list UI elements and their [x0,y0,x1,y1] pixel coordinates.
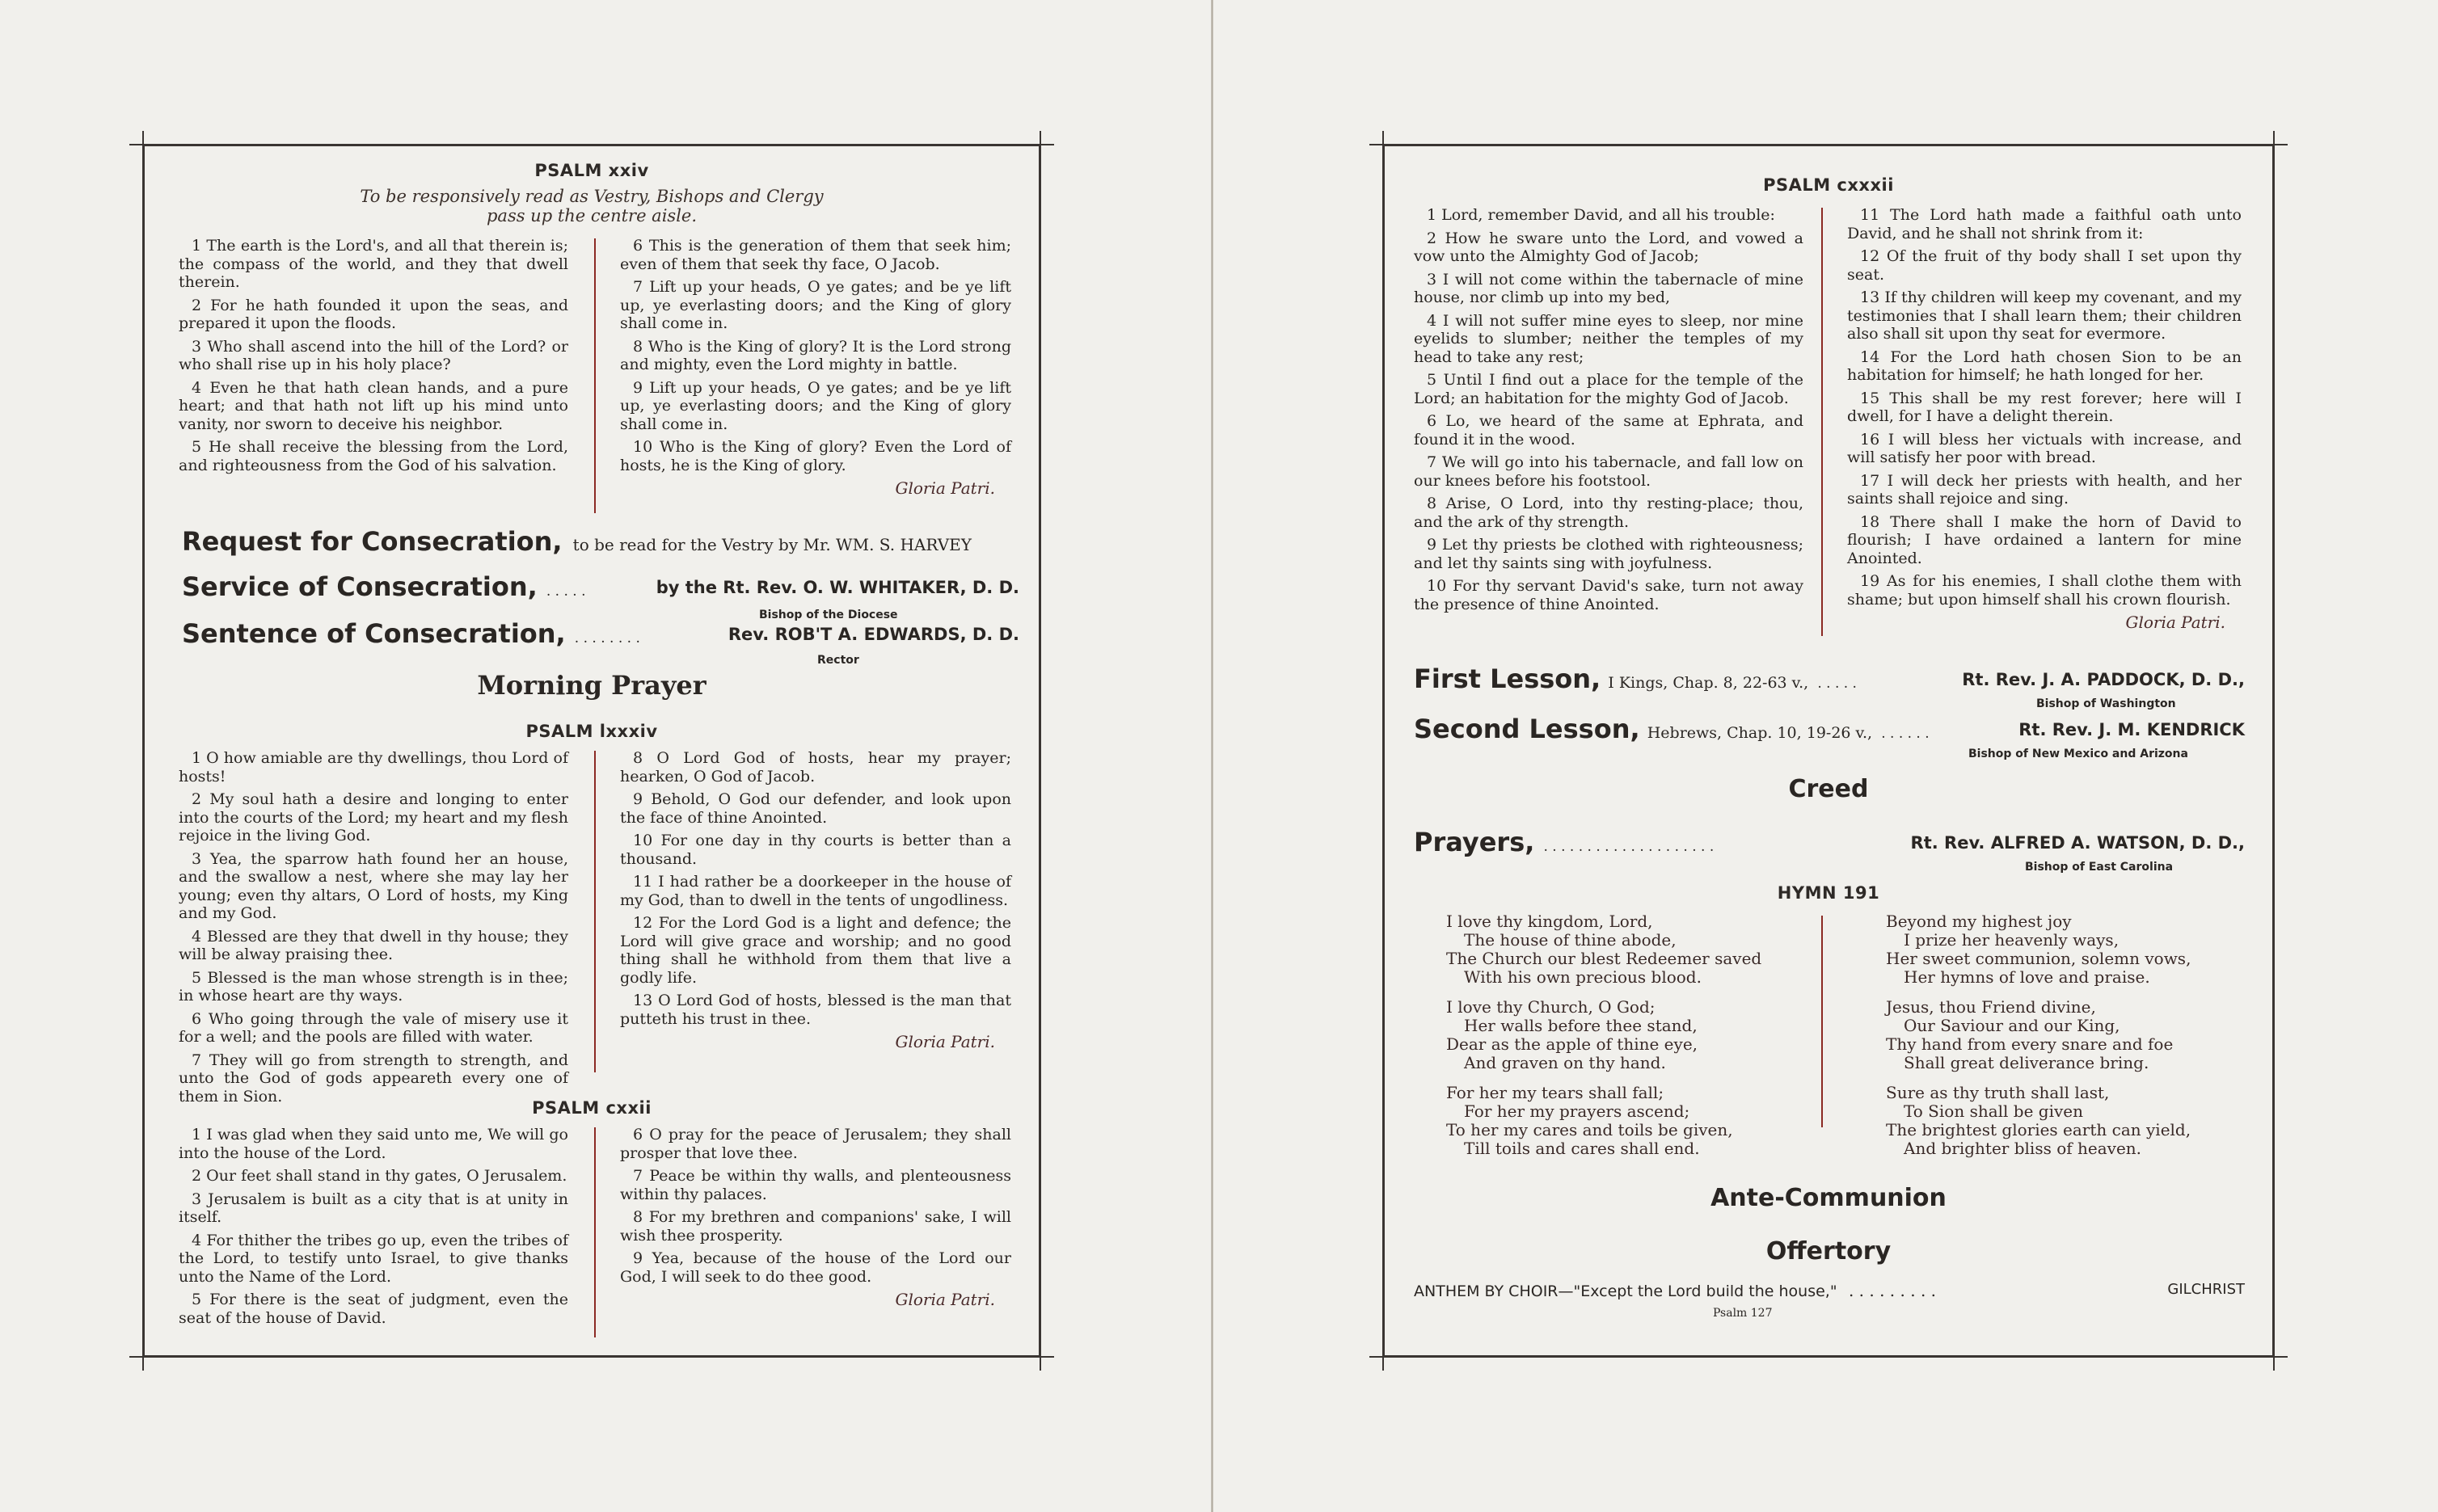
hymn-line: Her walls before thee stand, [1464,1016,1698,1035]
hymn-stanza [1886,998,2242,1072]
verse: 17 I will deck her priests with health, and her saints shall rejoice and sing. [1847,471,2242,508]
offertory-heading: Offertory [1765,1237,1892,1266]
second-lesson-reference: Hebrews, Chap. 10, 19-26 v., [1647,724,1873,742]
verse: 6 O pray for the peace of Jerusalem; they shall prosper that love thee. [620,1126,1011,1162]
hymn-line: I love thy Church, O God; [1446,997,1656,1017]
psalm-24-col1 [179,237,568,479]
verse: 2 How he sware unto the Lord, and vowed a vow unto the Almighty God of Jacob; [1414,229,1803,265]
rubric-line: pass up the centre aisle. [486,206,698,225]
psalm-84-title: PSALM lxxxiv [525,722,658,741]
verse: 4 I will not suffer mine eyes to sleep, nor mine eyelids to slumber; neither the temples of my head to take any rest; [1414,311,1803,366]
verse: 5 Until I find out a place for the temple of the Lord; an habitation for the mighty God of Jacob. [1414,371,1803,407]
hymn-line: For her my prayers ascend; [1464,1101,1690,1121]
prayers-note: Bishop of East Carolina [2025,861,2174,874]
service-of-consecration [182,571,1019,602]
verse: 7 Peace be within thy walls, and plenteousness within thy palaces. [620,1167,1011,1203]
psalm-84-col2 [620,749,1011,1051]
hymn-stanza [1446,1084,1786,1158]
hymn-col1 [1446,912,1786,1169]
anthem-label: ANTHEM BY CHOIR—"Except the Lord build the house," [1414,1282,1837,1300]
verse: 10 Who is the King of glory? Even the Lord of hosts, he is the King of glory. [620,438,1011,474]
prayers-title: Prayers, [1414,827,1535,857]
verse: 11 I had rather be a doorkeeper in the house of my God, than to dwell in the tents of ungodliness. [620,873,1011,909]
second-lesson-reader: Rt. Rev. J. M. KENDRICK [2018,720,2245,739]
anthem-note: Psalm 127 [1713,1307,1773,1320]
service-note: Bishop of the Diocese [759,609,898,621]
hymn-line: I love thy kingdom, Lord, [1446,912,1653,931]
first-lesson-reference: I Kings, Chap. 8, 22-63 v., [1608,674,1809,692]
verse: 13 O Lord God of hosts, blessed is the man that putteth his trust in thee. [620,992,1011,1028]
gloria-patri: Gloria Patri. [895,1032,995,1051]
psalm-24-title: PSALM xxiv [534,161,649,180]
verse: 6 This is the generation of them that seek him; even of them that seek thy face, O Jacob. [620,237,1011,273]
verse: 7 Lift up your heads, O ye gates; and be ye lift up, ye everlasting doors; and the King of glory shall come in. [620,278,1011,332]
hymn-stanza [1886,1084,2242,1158]
verse: 12 Of the fruit of thy body shall I set upon thy seat. [1847,247,2242,284]
verse: 14 For the Lord hath chosen Sion to be an habitation for himself; he hath longed for her. [1847,347,2242,384]
hymn-col2 [1886,912,2242,1169]
verse: 5 For there is the seat of judgment, even the seat of the house of David. [179,1291,568,1327]
hymn-line: Till toils and cares shall end. [1464,1139,1700,1158]
first-lesson-title: First Lesson, [1414,663,1601,694]
verse: 7 We will go into his tabernacle, and fall low on our knees before his footstool. [1414,453,1803,490]
verse: 9 Let thy priests be clothed with righteousness; and let thy saints sing with joyfulness. [1414,536,1803,572]
second-lesson-title: Second Lesson, [1414,714,1640,744]
creed-heading: Creed [1788,775,1869,803]
anthem-line [1414,1281,2245,1300]
verse: 11 The Lord hath made a faithful oath unto David, and he shall not shrink from it: [1847,206,2242,242]
hymn-line: Shall great deliverance bring. [1904,1053,2149,1072]
corner-ornament [1369,131,1397,158]
verse: 8 For my brethren and companions' sake, I will wish thee prosperity. [620,1208,1011,1245]
leader-dots: . . . . . . . . . . . . . . . . . . . . [1543,839,1715,855]
hymn-line: Her hymns of love and praise. [1904,967,2150,987]
verse: 8 Who is the King of glory? It is the Lord strong and mighty, even the Lord mighty in battle. [620,337,1011,373]
verse: 8 Arise, O Lord, into thy resting-place; thou, and the ark of thy strength. [1414,495,1803,531]
column-separator [594,751,596,1072]
verse: 3 Yea, the sparrow hath found her an house, and the swallow a nest, where she may lay her young; even thy altars, O Lord of hosts, my King and my God. [179,849,568,922]
hymn-line: Jesus, thou Friend divine, [1886,997,2096,1017]
hymn-line: The brightest glories earth can yield, [1886,1120,2191,1139]
request-detail: to be read for the Vestry by Mr. WM. S. HARVEY [572,535,972,554]
verse: 2 Our feet shall stand in thy gates, O Jerusalem. [192,1167,567,1185]
verse: 10 For thy servant David's sake, turn not away the presence of thine Anointed. [1414,577,1803,613]
sentence-note: Rector [817,654,859,667]
verse: 3 Jerusalem is built as a city that is at unity in itself. [179,1190,568,1226]
column-separator [1821,208,1823,636]
verse: 1 Lord, remember David, and all his trouble: [1427,206,1775,224]
verse: 3 I will not come within the tabernacle of mine house, nor climb up into my bed, [1414,270,1803,306]
verse: 4 For thither the tribes go up, even the tribes of the Lord, to testify unto Israel, to give thanks unto the Name of the Lord. [179,1231,568,1286]
hymn-line: And graven on thy hand. [1464,1053,1666,1072]
corner-ornament [2260,131,2288,158]
anthem-composer: GILCHRIST [2167,1281,2245,1298]
service-officiant: by the Rt. Rev. O. W. WHITAKER, D. D. [656,578,1019,597]
corner-ornament [1027,1343,1054,1371]
hymn-line: The house of thine abode, [1464,930,1677,950]
corner-ornament [129,1343,157,1371]
verse: 6 Lo, we heard of the same at Ephrata, and found it in the wood. [1414,412,1803,449]
leader-dots: . . . . . . . . [574,630,640,646]
column-separator [594,1127,596,1337]
verse: 19 As for his enemies, I shall clothe them with shame; but upon himself shall his crown flourish. [1847,572,2242,609]
first-lesson [1414,663,2245,694]
verse: 4 Even he that hath clean hands, and a pure heart; and that hath not lift up his mind unto vanity, nor sworn to deceive his neighbor. [179,378,568,433]
corner-ornament [2260,1343,2288,1371]
leader-dots: . . . . . . [1881,726,1930,742]
morning-prayer-heading: Morning Prayer [477,670,707,701]
hymn-line: To Sion shall be given [1904,1101,2083,1121]
request-for-consecration [182,526,1019,557]
leader-dots: . . . . . [1817,676,1857,692]
hymn-stanza [1446,998,1786,1072]
verse: 12 For the Lord God is a light and defence; the Lord will give grace and worship; and no good thing shall he withhold from them that live a godly life. [620,914,1011,987]
hymn-line: I prize her heavenly ways, [1904,930,2120,950]
verse: 18 There shall I make the horn of David to flourish; I have ordained a lantern for mine Anointed. [1847,512,2242,567]
psalm-24-col2 [620,237,1011,498]
rubric-line: To be responsively read as Vestry, Bishops and Clergy [360,187,824,206]
leader-dots: . . . . . . . . . [1848,1281,1937,1300]
right-page [1382,144,2275,1358]
psalm-132-col1 [1414,206,1803,618]
gloria-patri: Gloria Patri. [895,1290,995,1309]
column-separator [594,238,596,513]
second-lesson [1414,714,2245,744]
corner-ornament [1027,131,1054,158]
second-lesson-note: Bishop of New Mexico and Arizona [1968,748,2188,760]
verse: 8 O Lord God of hosts, hear my prayer; hearken, O God of Jacob. [620,749,1011,785]
hymn-line: The Church our blest Redeemer saved [1446,949,1762,968]
verse: 9 Lift up your heads, O ye gates; and be ye lift up, ye everlasting doors; and the King of glory shall come in. [620,378,1011,433]
psalm-122-col2 [620,1126,1011,1309]
leader-dots: . . . . . [546,583,586,600]
column-separator [1821,916,1823,1127]
corner-ornament [1369,1343,1397,1371]
request-title: Request for Consecration, [182,526,563,557]
page-fold [1211,0,1213,1512]
verse: 16 I will bless her victuals with increase, and will satisfy her poor with bread. [1847,430,2242,466]
hymn-stanza [1446,912,1786,987]
hymn-line: And brighter bliss of heaven. [1904,1139,2142,1158]
sentence-title: Sentence of Consecration, [182,618,566,649]
hymn-title: HYMN 191 [1777,883,1880,903]
hymn-line: With his own precious blood. [1464,967,1702,987]
sentence-officiant: Rev. ROB'T A. EDWARDS, D. D. [728,625,1019,644]
verse: 1 I was glad when they said unto me, We will go into the house of the Lord. [179,1126,568,1162]
verse: 1 O how amiable are thy dwellings, thou Lord of hosts! [179,749,568,785]
gloria-patri: Gloria Patri. [2125,613,2225,632]
psalm-132-title: PSALM cxxxii [1763,175,1894,195]
verse: 15 This shall be my rest forever; here will I dwell, for I have a delight therein. [1847,389,2242,425]
verse: 10 For one day in thy courts is better than a thousand. [620,832,1011,868]
verse: 6 Who going through the vale of misery use it for a well; and the pools are filled with water. [179,1009,568,1046]
verse: 1 The earth is the Lord's, and all that therein is; the compass of the world, and they that dwell therein. [179,237,568,291]
hymn-stanza [1886,912,2242,987]
verse: 7 They will go from strength to strength, and unto the God of gods appeareth every one of them in Sion. [179,1051,568,1106]
hymn-line: Beyond my highest joy [1886,912,2072,931]
verse: 3 Who shall ascend into the hill of the Lord? or who shall rise up in his holy place? [179,337,568,373]
psalm-122-col1 [179,1126,568,1332]
hymn-line: Dear as the apple of thine eye, [1446,1034,1698,1054]
sentence-of-consecration [182,618,1019,649]
prayers-officiant: Rt. Rev. ALFRED A. WATSON, D. D., [1910,833,2245,853]
verse: 4 Blessed are they that dwell in thy house; they will be alway praising thee. [179,927,568,963]
hymn-line: For her my tears shall fall; [1446,1083,1664,1102]
prayers [1414,827,2245,857]
verse: 2 My soul hath a desire and longing to enter into the courts of the Lord; my heart and my flesh rejoice in the living God. [179,790,568,844]
verse: 5 Blessed is the man whose strength is in thee; in whose heart are thy ways. [179,968,568,1004]
ante-communion-heading: Ante-Communion [1710,1184,1947,1212]
first-lesson-note: Bishop of Washington [2036,697,2176,710]
verse: 9 Behold, O God our defender, and look upon the face of thine Anointed. [620,790,1011,827]
hymn-line: To her my cares and toils be given, [1446,1120,1733,1139]
left-page [142,144,1041,1358]
gloria-patri: Gloria Patri. [895,478,995,498]
verse: 2 For he hath founded it upon the seas, and prepared it upon the floods. [179,296,568,332]
verse: 9 Yea, because of the house of the Lord our God, I will seek to do thee good. [620,1249,1011,1286]
psalm-132-col2 [1847,206,2242,632]
hymn-line: Her sweet communion, solemn vows, [1886,949,2191,968]
hymn-line: Our Saviour and our King, [1904,1016,2120,1035]
first-lesson-reader: Rt. Rev. J. A. PADDOCK, D. D., [1962,670,2245,689]
service-title: Service of Consecration, [182,571,538,602]
hymn-line: Thy hand from every snare and foe [1886,1034,2174,1054]
psalm-24-rubric [145,187,1039,225]
psalm-84-col1 [179,749,568,1110]
corner-ornament [129,131,157,158]
verse: 13 If thy children will keep my covenant, and my testimonies that I shall learn them; their children also shall sit upon thy seat for evermore. [1847,289,2242,343]
verse: 5 He shall receive the blessing from the Lord, and righteousness from the God of his salvation. [179,438,568,474]
psalm-122-title: PSALM cxxii [532,1098,652,1118]
hymn-line: Sure as thy truth shall last, [1886,1083,2110,1102]
